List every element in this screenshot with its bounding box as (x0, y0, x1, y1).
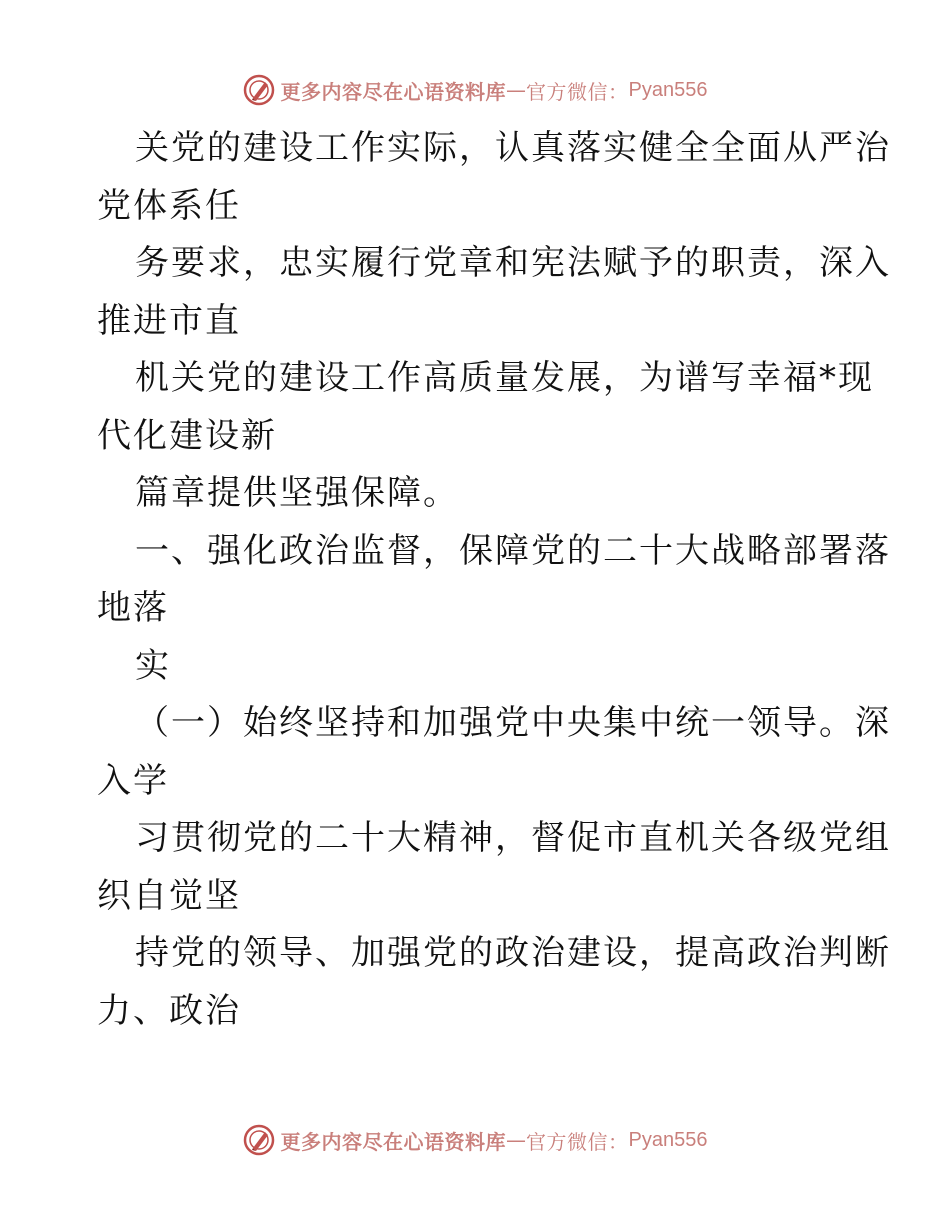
subsection-heading: （一）始终坚持和加强党中央集中统一领导。深 (135, 703, 891, 743)
watermark-wechat-id: Pyan556 (628, 78, 708, 101)
pen-logo-icon (243, 74, 275, 106)
pen-logo-icon (243, 1124, 275, 1156)
text-line: 机关党的建设工作高质量发展，为谱写幸福*现 (135, 358, 874, 398)
text-line: 织自觉坚 (97, 875, 241, 916)
text-line: 党体系任 (97, 185, 241, 226)
footer-watermark (0, 1120, 950, 1160)
watermark-dash: — (506, 1128, 527, 1152)
text-line: 地落 (97, 588, 169, 628)
text-line: 篇章提供坚强保障。 (135, 473, 459, 513)
text-line: 务要求，忠实履行党章和宪法赋予的职责，深入 (135, 243, 891, 283)
header-watermark (0, 70, 950, 110)
text-line: 代化建设新 (97, 415, 277, 456)
text-line: 推进市直 (97, 300, 241, 341)
document-body (97, 120, 891, 1040)
watermark-dash: — (506, 78, 527, 102)
text-line: 习贯彻党的二十大精神，督促市直机关各级党组 (135, 818, 891, 858)
watermark-wechat-id: Pyan556 (628, 1128, 708, 1151)
watermark-wechat-label: 官方微信： (526, 1129, 629, 1154)
text-line: 力、政治 (97, 990, 241, 1031)
text-line: 持党的领导、加强党的政治建设，提高政治判断 (135, 933, 891, 973)
text-line: 实 (135, 645, 171, 686)
watermark-wechat-label: 官方微信： (526, 79, 629, 104)
text-line: 入学 (97, 760, 169, 801)
text-line: 关党的建设工作实际，认真落实健全全面从严治 (135, 128, 891, 168)
watermark-main-text: 更多内容尽在心语资料库 (280, 79, 507, 104)
watermark-main-text: 更多内容尽在心语资料库 (280, 1129, 507, 1154)
section-heading: 一、强化政治监督，保障党的二十大战略部署落 (135, 530, 891, 571)
